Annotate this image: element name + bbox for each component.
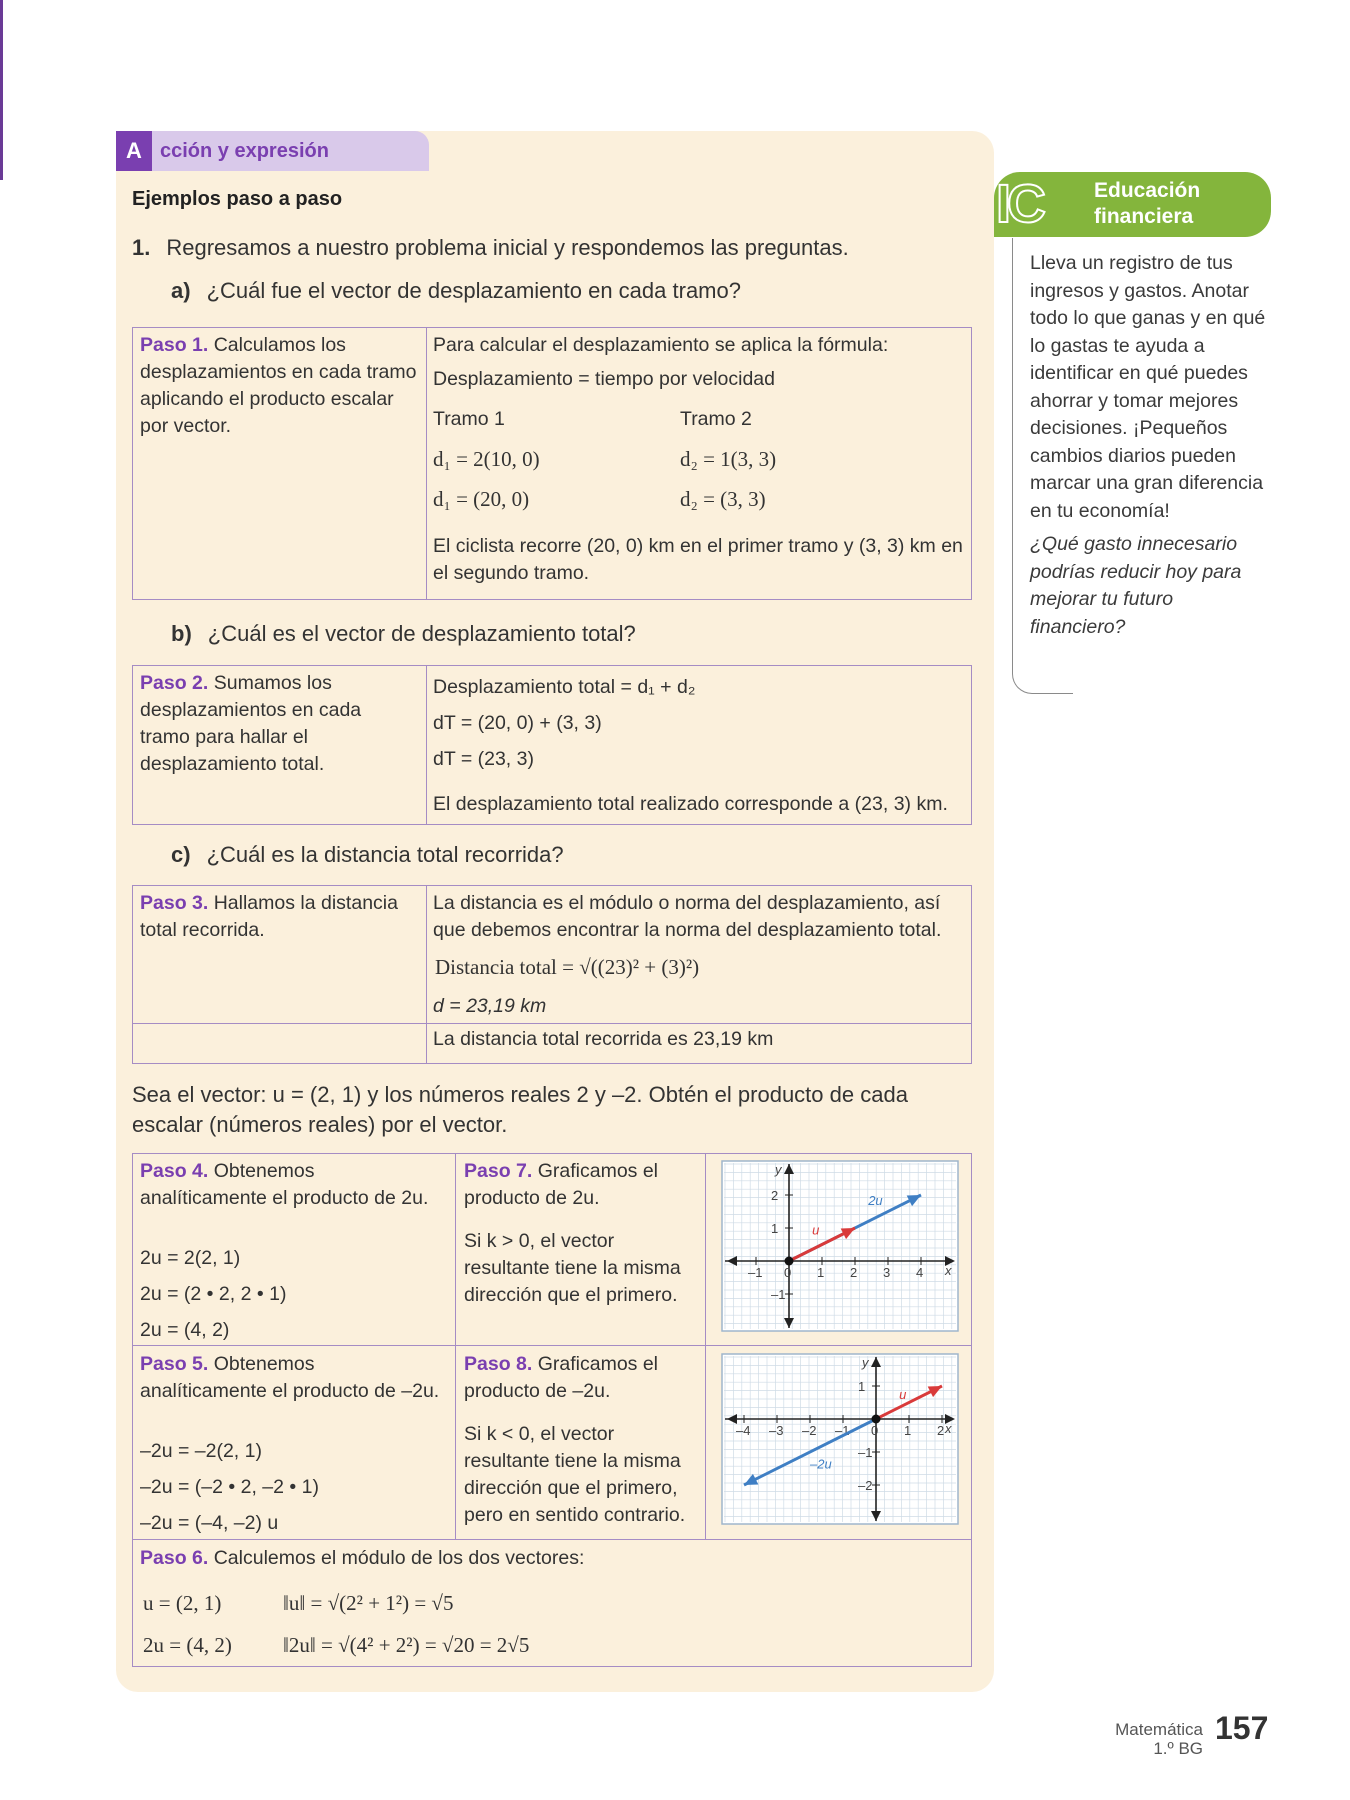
distance-value: d = 23,19 km xyxy=(433,995,547,1017)
origin-point xyxy=(785,1257,794,1266)
x-tick-label: 0 xyxy=(784,1265,792,1280)
distance-conclusion: La distancia total recorrida es 23,19 km xyxy=(433,1028,774,1050)
x-tick-label: –1 xyxy=(835,1423,850,1438)
tramo-conclusion: El ciclista recorre (20, 0) km en el primer tramo y (3, 3) km en el segundo tramo. xyxy=(433,535,963,584)
step-5-eq-2: –2u = (–2 • 2, –2 • 1) xyxy=(140,1476,319,1498)
step-7-note: Si k > 0, el vector resultante tiene la misma dirección que el primero. xyxy=(464,1230,681,1306)
ic-logo: IC xyxy=(996,174,1042,234)
y-axis-label: y xyxy=(862,1355,869,1370)
step-8-note: Si k < 0, el vector resultante tiene la misma dirección que el primero, pero en sentido contrario. xyxy=(464,1423,686,1526)
vector-intro: Sea el vector: u = (2, 1) y los números reales 2 y –2. Obtén el producto de cada escalar (números reales) por el vector. xyxy=(132,1082,908,1137)
step-6-text: Paso 6. Calculemos el módulo de los dos vectores: xyxy=(140,1547,585,1569)
graph-minus-2u xyxy=(721,1353,959,1525)
step-5-eq-1: –2u = –2(2, 1) xyxy=(140,1440,262,1462)
total-conclusion: El desplazamiento total realizado corresponde a (23, 3) km. xyxy=(433,793,948,815)
x-axis-label: x xyxy=(945,1263,952,1278)
steps-4-8-box xyxy=(132,1153,972,1667)
x-tick-label: 1 xyxy=(904,1423,912,1438)
tramo-2-label: Tramo 2 xyxy=(680,408,752,430)
x-tick-label: 3 xyxy=(883,1265,891,1280)
x-tick-label: 0 xyxy=(871,1423,879,1438)
page-number: 157 xyxy=(1215,1710,1269,1746)
step-3-box xyxy=(132,885,972,1064)
total-sum: dT = (20, 0) + (3, 3) xyxy=(433,712,602,734)
sidebar-question: ¿Qué gasto innecesario podrías reducir hoy para mejorar tu futuro financiero? xyxy=(1030,533,1242,638)
step-4-text: Paso 4. Obtenemos analíticamente el producto de 2u. xyxy=(140,1160,429,1209)
step-2-box xyxy=(132,665,972,825)
financial-education-sidebar xyxy=(994,172,1274,692)
formula: Desplazamiento = tiempo por velocidad xyxy=(433,368,775,390)
x-tick-label: –2 xyxy=(802,1423,817,1438)
step-7-text: Paso 7. Graficamos el producto de 2u. xyxy=(464,1160,659,1209)
y-tick-label: 1 xyxy=(858,1379,866,1394)
sidebar-header xyxy=(994,172,1271,237)
question-b: b) ¿Cuál es el vector de desplazamiento total? xyxy=(171,621,636,646)
step-3-text: Paso 3. Hallamos la distancia total recorrida. xyxy=(140,892,398,941)
step-4-eq-1: 2u = 2(2, 1) xyxy=(140,1247,241,1269)
eq-d2-b: d₂ = (3, 3) xyxy=(680,487,766,511)
question-1: 1. Regresamos a nuestro problema inicial y respondemos las preguntas. xyxy=(132,235,849,260)
module-u-value: ‖u‖ = √(2² + 1²) = √5 xyxy=(283,1591,454,1615)
module-2u-vector: 2u = (4, 2) xyxy=(143,1633,232,1657)
x-tick-label: –3 xyxy=(769,1423,784,1438)
x-axis-label: x xyxy=(945,1421,952,1436)
distance-formula: Distancia total = √((23)² + (3)²) xyxy=(435,955,700,979)
origin-point xyxy=(872,1415,881,1424)
y-tick-label: –1 xyxy=(771,1287,786,1302)
eq-d2-a: d₂ = 1(3, 3) xyxy=(680,447,777,471)
vector-u-label: u xyxy=(812,1222,820,1238)
examples-heading: Ejemplos paso a paso xyxy=(132,188,343,210)
x-tick-label: 2 xyxy=(850,1265,858,1280)
step-1-box xyxy=(132,327,972,600)
sidebar-body: Lleva un registro de tus ingresos y gastos. Anotar todo lo que ganas y en qué lo gastas te ayuda a identificar en qué puedes ahorrar y tomar mejores decisiones. ¡Pequeños cambios diarios pueden marcar una gran diferencia en tu economía! ¿Qué gasto innecesario podrías reducir hoy para mejorar tu futuro financiero? xyxy=(1030,250,1270,641)
footer-subject: Matemática 1.º BG xyxy=(1115,1720,1203,1758)
step-5-eq-3: –2u = (–4, –2) u xyxy=(140,1512,279,1534)
graph-frame xyxy=(722,1354,958,1524)
step-2-text: Paso 2. Sumamos los desplazamientos en cada tramo para hallar el desplazamiento total. xyxy=(140,672,362,775)
x-tick-label: 4 xyxy=(916,1265,924,1280)
sidebar-title: Educación financiera xyxy=(1094,179,1201,228)
x-tick-label: 2 xyxy=(937,1423,945,1438)
y-tick-label: 1 xyxy=(771,1221,779,1236)
question-c: c) ¿Cuál es la distancia total recorrida? xyxy=(171,842,564,867)
eq-d1-a: d₁ = 2(10, 0) xyxy=(433,447,540,471)
total-result: dT = (23, 3) xyxy=(433,748,534,770)
y-axis-label: y xyxy=(775,1162,782,1177)
question-a: a) ¿Cuál fue el vector de desplazamiento en cada tramo? xyxy=(171,278,741,303)
step-5-text: Paso 5. Obtenemos analíticamente el producto de –2u. xyxy=(140,1353,440,1402)
total-formula: Desplazamiento total = d₁ + d₂ xyxy=(433,676,696,698)
section-tab xyxy=(116,131,429,171)
formula-intro: Para calcular el desplazamiento se aplica la fórmula: xyxy=(433,334,889,356)
vector-scaled-label: 2u xyxy=(868,1192,883,1208)
module-u-vector: u = (2, 1) xyxy=(143,1591,222,1615)
step-4-eq-3: 2u = (4, 2) xyxy=(140,1319,230,1341)
step-1-text: Paso 1. Calculamos los desplazamientos en cada tramo aplicando el producto escalar por vector. xyxy=(140,334,417,437)
x-tick-label: –4 xyxy=(736,1423,751,1438)
y-tick-label: –1 xyxy=(858,1445,873,1460)
y-tick-label: –2 xyxy=(858,1478,873,1493)
vector-u-label: u xyxy=(899,1387,907,1403)
eq-d1-b: d₁ = (20, 0) xyxy=(433,487,530,511)
y-tick-label: 2 xyxy=(771,1188,779,1203)
section-letter: A xyxy=(116,131,152,171)
section-title: cción y expresión xyxy=(160,140,329,162)
step-4-eq-2: 2u = (2 • 2, 2 • 1) xyxy=(140,1283,287,1305)
x-tick-label: –1 xyxy=(748,1265,763,1280)
x-tick-label: 1 xyxy=(817,1265,825,1280)
graph-frame xyxy=(722,1161,958,1331)
step-8-text: Paso 8. Graficamos el producto de –2u. xyxy=(464,1353,659,1402)
vector-scaled-label: –2u xyxy=(810,1456,832,1472)
graph-2u xyxy=(721,1160,959,1332)
distance-explanation: La distancia es el módulo o norma del desplazamiento, así que debemos encontrar la norma del desplazamiento total. xyxy=(433,892,942,941)
module-2u-value: ‖2u‖ = √(4² + 2²) = √20 = 2√5 xyxy=(283,1633,530,1657)
tramo-1-label: Tramo 1 xyxy=(433,408,505,430)
left-edge-bar xyxy=(0,0,3,180)
